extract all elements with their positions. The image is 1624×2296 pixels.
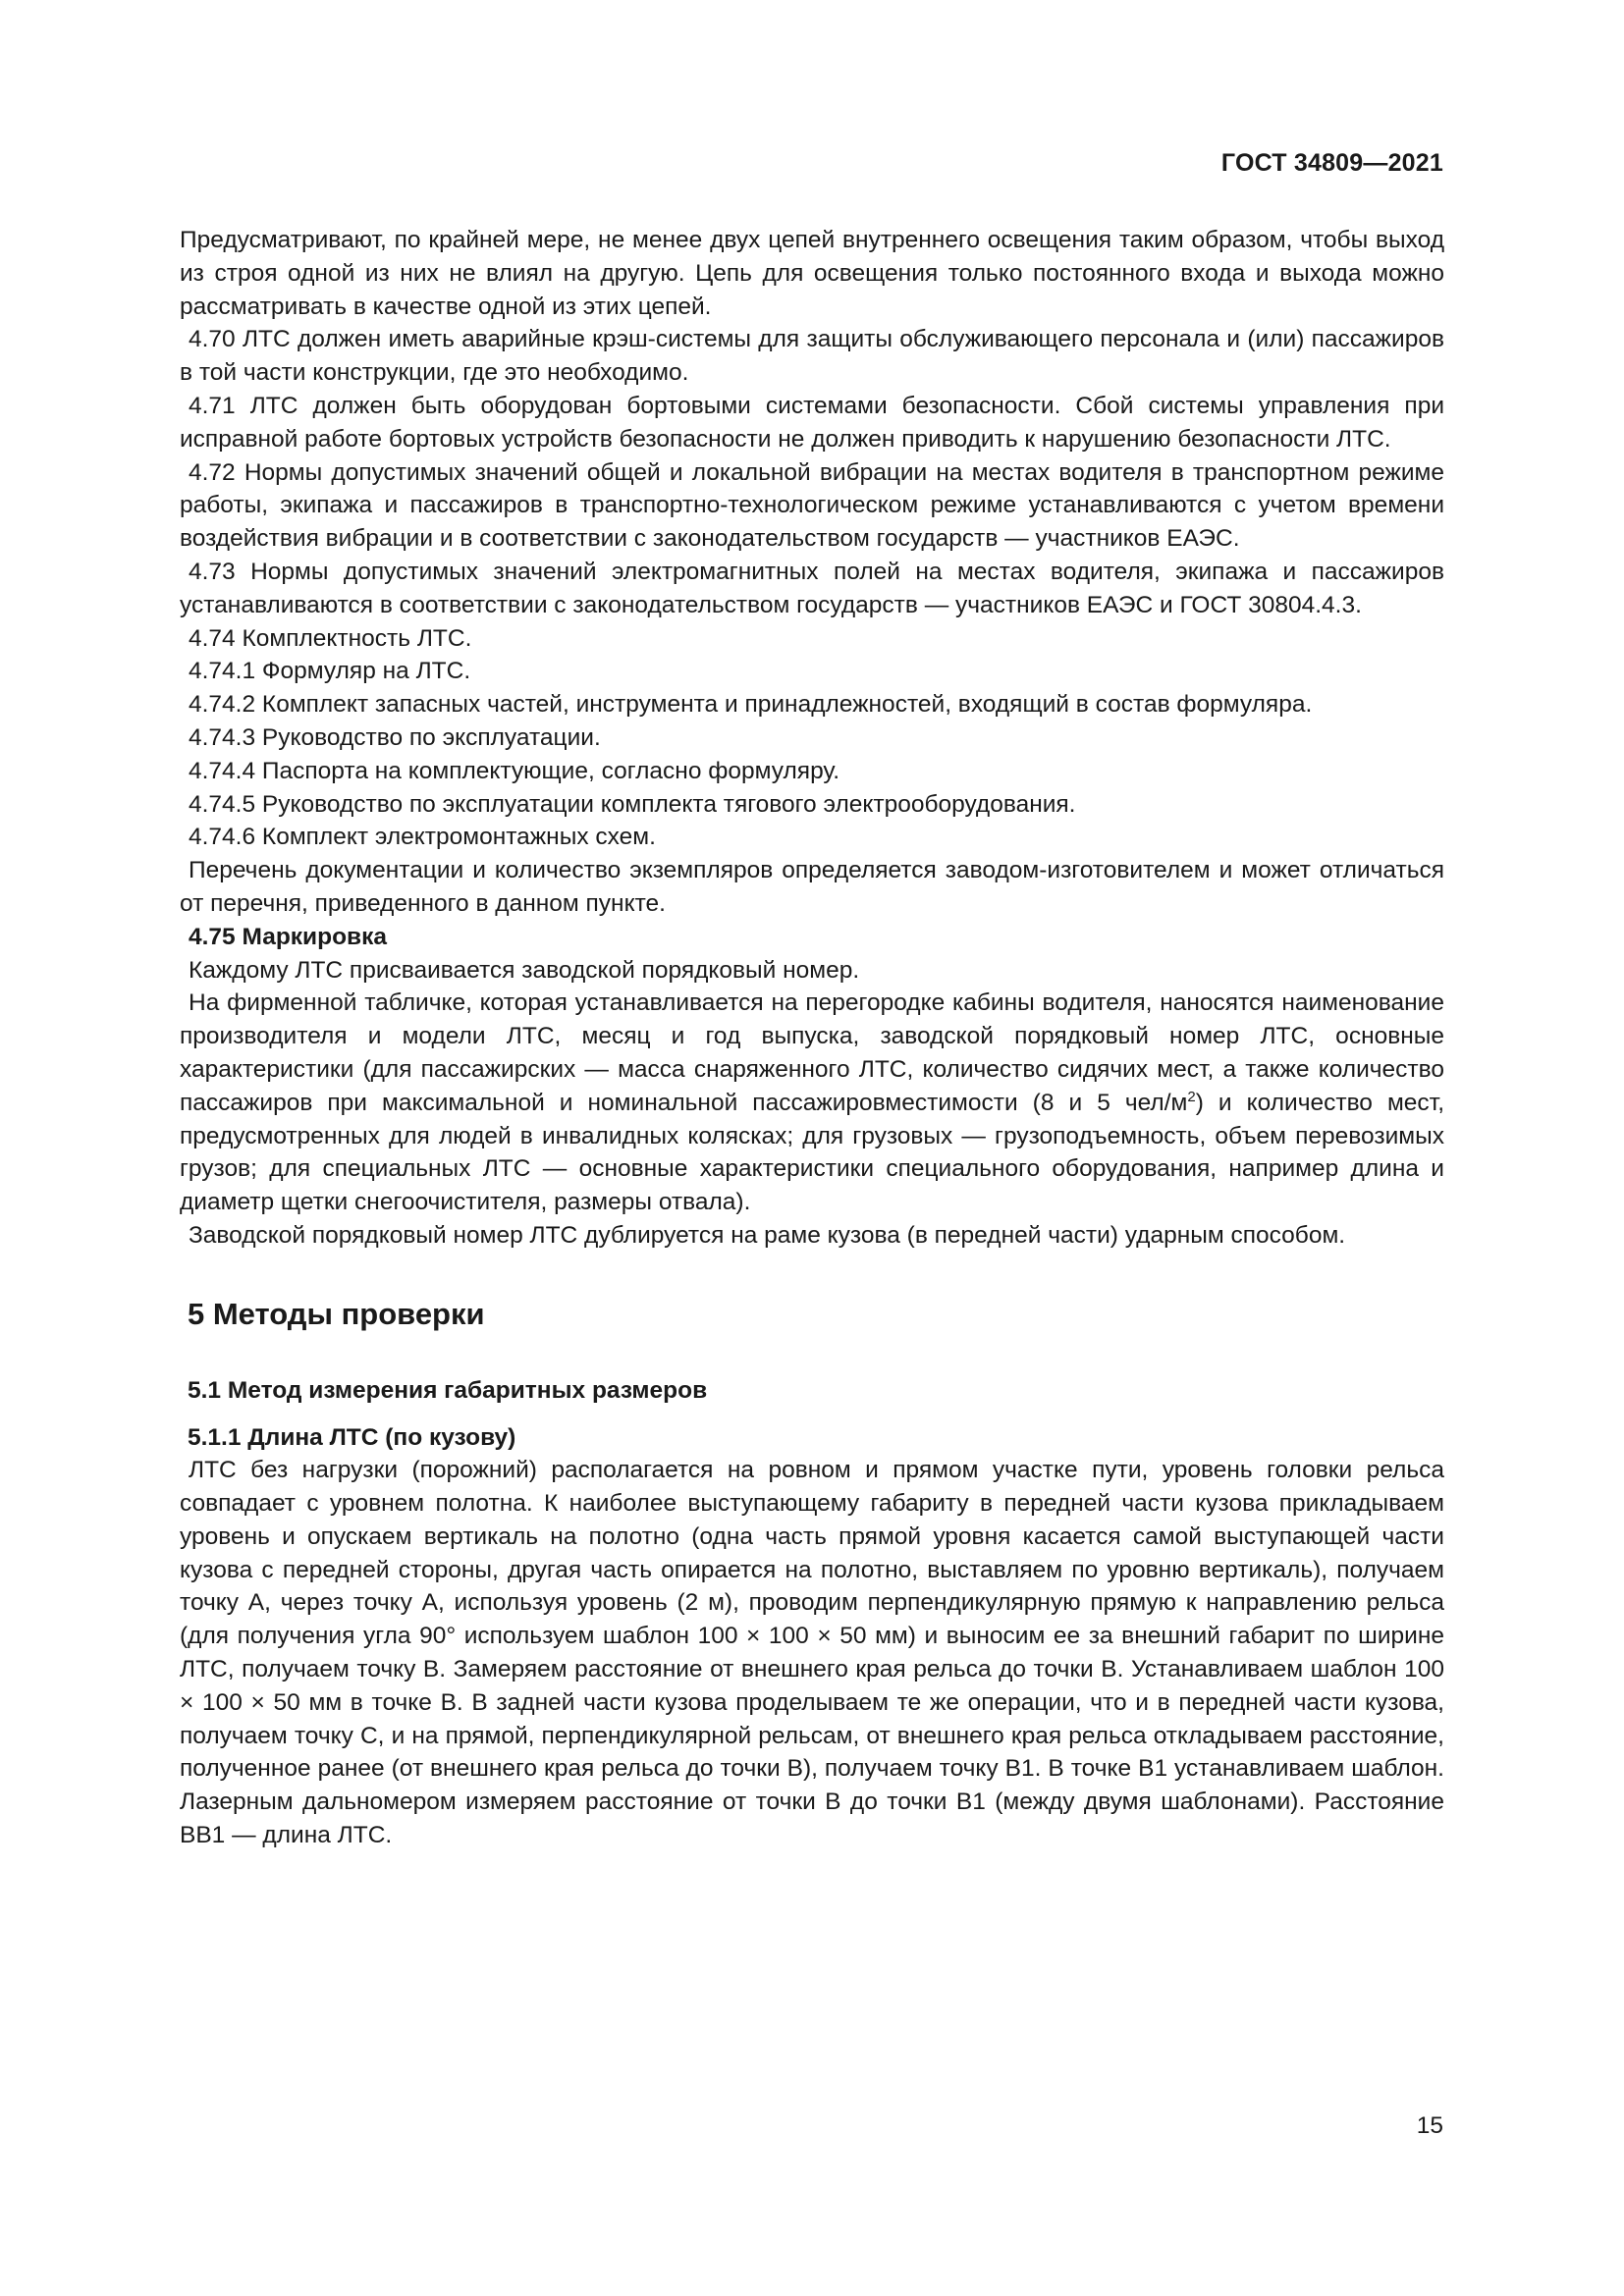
paragraph-duplicate-number: Заводской порядковый номер ЛТС дублируется на раме кузова (в передней части) ударным способом. [189,1221,1346,1249]
paragraph-4-74-5: 4.74.5 Руководство по эксплуатации комплекта тягового электрооборудования. [189,790,1076,818]
paragraph-4-72: 4.72 Нормы допустимых значений общей и локальной вибрации на местах водителя в транспортном режиме работы, экипажа и пассажиров в транспортно-технологическом режиме устанавливаются с учетом времени воздействия вибрации и в соответствии с законодательством государств — участников ЕАЭС. [180,458,1444,553]
nameplate-text-b: ) и количество мест, предусмотренных для людей в инвалидных колясках; для грузовых — грузоподъемность, объем перевозимых грузов; для специальных ЛТС — основные характеристики специального оборудования, например длина и диаметр щетки снегоочистителя, размеры отвала). [180,1089,1444,1216]
paragraph-4-71: 4.71 ЛТС должен быть оборудован бортовыми системами безопасности. Сбой системы управления при исправной работе бортовых устройств безопасности не должен приводить к нарушению безопасности ЛТС. [180,392,1444,453]
paragraph-4-74-2: 4.74.2 Комплект запасных частей, инструмента и принадлежностей, входящий в состав формуляра. [189,691,1313,719]
superscript-2: 2 [1187,1088,1196,1105]
paragraph-4-74-1: 4.74.1 Формуляр на ЛТС. [189,658,471,685]
paragraph-lighting: Предусматривают, по крайней мере, не менее двух цепей внутреннего освещения таким образом, чтобы выход из строя одной из них не влиял на другую. Цепь для освещения только постоянного входа и выхода можно рассматривать в качестве одной из этих цепей. [180,227,1444,320]
subsection-heading-5-1: 5.1 Метод измерения габаритных размеров [188,1376,708,1404]
paragraph-4-74-4: 4.74.4 Паспорта на комплектующие, согласно формуляру. [189,757,840,784]
heading-4-75: 4.75 Маркировка [189,923,387,950]
paragraph-4-74-6: 4.74.6 Комплект электромонтажных схем. [189,824,656,851]
paragraph-4-74-3: 4.74.3 Руководство по эксплуатации. [189,723,601,751]
paragraph-serial-number: Каждому ЛТС присваивается заводской порядковый номер. [189,956,860,984]
subsection-heading-5-1-1: 5.1.1 Длина ЛТС (по кузову) [188,1423,516,1451]
paragraph-4-74: 4.74 Комплектность ЛТС. [189,624,472,652]
paragraph-doc-list: Перечень документации и количество экземпляров определяется заводом-изготовителем и может отличаться от перечня, приведенного в данном пункте. [180,857,1444,917]
paragraph-4-70: 4.70 ЛТС должен иметь аварийные крэш-системы для защиты обслуживающего персонала и (или) пассажиров в той части конструкции, где это необходимо. [180,326,1444,387]
document-header: ГОСТ 34809—2021 [1220,149,1443,177]
section-heading-5: 5 Методы проверки [188,1296,485,1331]
page-body [180,224,1444,1852]
page-number: 15 [1416,2112,1443,2139]
paragraph-4-73: 4.73 Нормы допустимых значений электромагнитных полей на местах водителя, экипажа и пассажиров устанавливаются в соответствии с законодательством государств — участников ЕАЭС и ГОСТ 30804.4.3. [180,558,1444,618]
paragraph-length-method: ЛТС без нагрузки (порожний) располагается на ровном и прямом участке пути, уровень головки рельса совпадает с уровнем полотна. К наиболее выступающему габариту в передней части кузова прикладываем уровень и опускаем вертикаль на полотно (одна часть прямой уровня касается самой выступающей части кузова с передней стороны, другая часть опирается на полотно, выставляем по уровню вертикаль), получаем точку А, через точку А, используя уровень (2 м), проводим перпендикулярную прямую к направлению рельса (для получения угла 90° используем шаблон 100 × 100 × 50 мм) и выносим ее за внешний габарит по ширине ЛТС, получаем точку В. Замеряем расстояние от внешнего края рельса до точки В. Устанавливаем шаблон 100 × 100 × 50 мм в точке В. В задней части кузова проделываем те же операции, что и в передней части кузова, получаем точку С, и на прямой, перпендикулярной рельсам, от внешнего края рельса откладываем расстояние, полученное ранее (от внешнего края рельса до точки В), получаем точку В1. В точке В1 устанавливаем шаблон. Лазерным дальномером измеряем расстояние от точки В до точки В1 (между двумя шаблонами). Расстояние ВВ1 — длина ЛТС. [180,1457,1444,1849]
nameplate-text-a: На фирменной табличке, которая устанавливается на перегородке кабины водителя, наносятся наименование производителя и модели ЛТС, месяц и год выпуска, заводской порядковый номер ЛТС, основные характеристики (для пассажирских — масса снаряженного ЛТС, количество сидячих мест, а также количество пассажиров при максимальной и номинальной пассажировместимости (8 и 5 чел/м [180,989,1444,1116]
paragraph-nameplate [180,987,1444,1219]
